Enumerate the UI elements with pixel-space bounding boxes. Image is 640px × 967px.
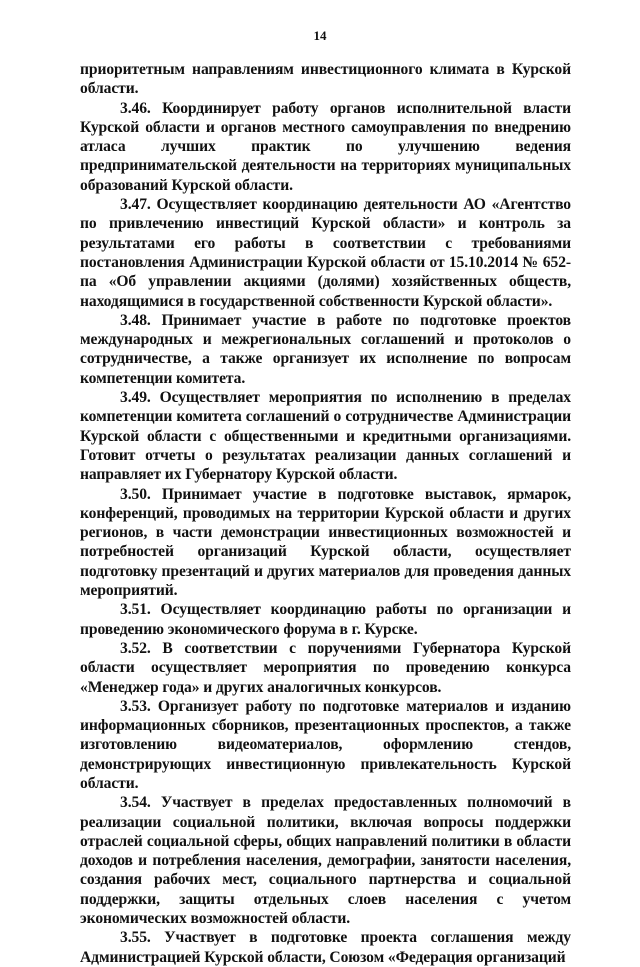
paragraph-3-55: 3.55. Участвует в подготовке проекта соглашения между Администрацией Курской области, Союзом «Федерация организаций (80, 929, 571, 966)
paragraph-3-53: 3.53. Организует работу по подготовке материалов и изданию информационных сборников, презентационных проспектов, а также изготовлению видеоматериалов, оформлению стендов, демонстрирующих инвестиционную привлекательность Курской области. (80, 697, 571, 792)
document-body (80, 60, 571, 967)
paragraph-3-46: 3.46. Координирует работу органов исполнительной власти Курской области и органов местного самоуправления по внедрению атласа лучших практик по улучшению ведения предпринимательской деятельности на территориях муниципальных образований Курской области. (80, 99, 571, 194)
paragraph-3-54: 3.54. Участвует в пределах предоставленных полномочий в реализации социальной политики, включая вопросы поддержки отраслей социальной сферы, общих направлений политики в области доходов и потребления населения, демографии, занятости населения, создания рабочих мест, социального партнерства и социальной поддержки, защиты отдельных слоев населения с учетом экономических возможностей области. (80, 794, 571, 928)
paragraph-continuation: приоритетным направлениям инвестиционного климата в Курской области. (80, 61, 571, 98)
page-number: 14 (313, 28, 327, 43)
paragraph-3-47: 3.47. Осуществляет координацию деятельности АО «Агентство по привлечению инвестиций Курской области» и контроль за результатами его работы в соответствии с требованиями постановления Администрации Курской области от 15.10.2014 № 652-па «Об управлении акциями (долями) хозяйственных обществ, находящимися в государственной собственности Курской области». (80, 196, 571, 310)
paragraph-3-52: 3.52. В соответствии с поручениями Губернатора Курской области осуществляет мероприятия по проведению конкурса «Менеджер года» и других аналогичных конкурсов. (80, 639, 571, 696)
paragraph-3-49: 3.49. Осуществляет мероприятия по исполнению в пределах компетенции комитета соглашений о сотрудничестве Администрации Курской области с общественными и кредитными организациями. Готовит отчеты о результатах реализации данных соглашений и направляет их Губернатору Курской области. (80, 389, 571, 484)
paragraph-3-51: 3.51. Осуществляет координацию работы по организации и проведению экономического форума в г. Курске. (80, 601, 571, 638)
paragraph-3-48: 3.48. Принимает участие в работе по подготовке проектов международных и межрегиональных соглашений и протоколов о сотрудничестве, а также организует их исполнение по вопросам компетенции комитета. (80, 311, 571, 387)
paragraph-3-50: 3.50. Принимает участие в подготовке выставок, ярмарок, конференций, проводимых на территории Курской области и других регионов, в части демонстрации инвестиционных возможностей и потребностей организаций Курской области, осуществляет подготовку презентаций и других материалов для проведения данных мероприятий. (80, 485, 571, 600)
